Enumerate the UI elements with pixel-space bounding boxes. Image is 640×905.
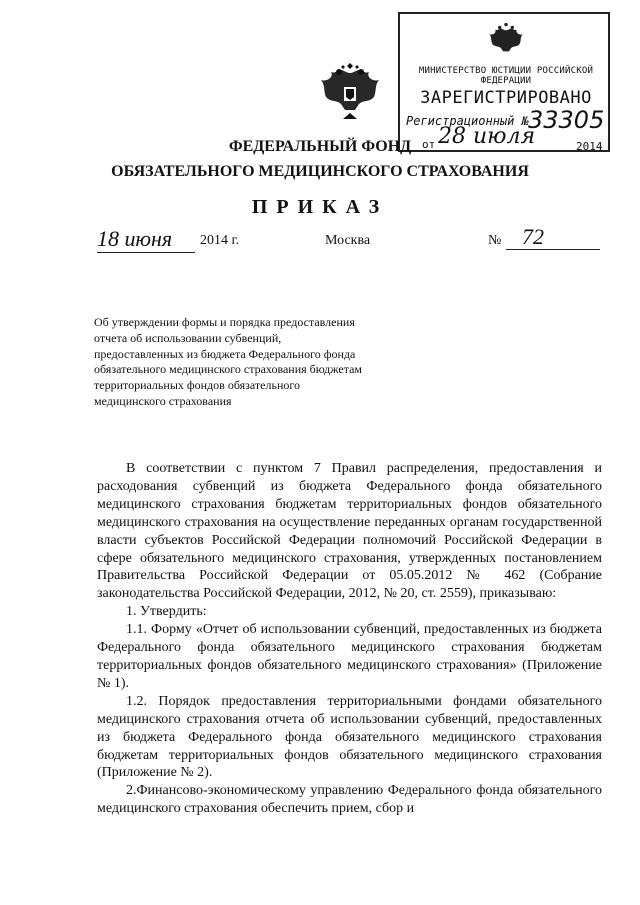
document-type: ПРИКАЗ (251, 196, 389, 218)
order-number-label: № (488, 233, 502, 248)
coat-of-arms-icon (315, 55, 385, 125)
stamp-reg-number: 33305 (528, 106, 605, 134)
paragraph-preamble: В соответствии с пунктом 7 Правил распределения, предоставления и расходования субвенций из бюджета Федерального фонда обязательного медицинского страхования бюджетам территориальных фондов обязательного медицинского страхования на осуществление переданных органам государственной власти субъектов Российской Федерации полномочий Российской Федерации в сфере обязательного медицинского страхования, утвержденных постановлением Правительства Российской Федерации от 05.05.2012 № 462 (Собрание законодательства Российской Федерации, 2012, № 20, ст. 2559), приказываю: (97, 461, 602, 602)
stamp-year: 2014 (576, 140, 603, 153)
order-number-handwritten: 72 (506, 224, 600, 250)
stamp-reg-label: Регистрационный № (406, 114, 529, 128)
order-body (97, 460, 602, 818)
paragraph-2: 2.Финансово-экономическому управлению Федерального фонда обязательного медицинского страхования обеспечить прием, сбор и (97, 783, 602, 817)
stamp-date-handwritten: 28 июля (438, 124, 536, 149)
paragraph-1-2: 1.2. Порядок предоставления территориальными фондами обязательного медицинского страхования отчета об использовании субвенций, предоставленных из бюджета Федерального фонда обязательного медицинского страхования бюджетам территориальных фондов обязательного медицинского страхования (Приложение № 2). (97, 693, 602, 781)
stamp-ministry: МИНИСТЕРСТВО ЮСТИЦИИ РОССИЙСКОЙ ФЕДЕРАЦИИ (418, 66, 594, 86)
order-city: Москва (325, 233, 371, 248)
stamp-date-prefix: от (422, 138, 436, 151)
stamp-registered: ЗАРЕГИСТРИРОВАНО (420, 88, 592, 108)
registration-stamp (398, 12, 610, 152)
org-title-line1: ФЕДЕРАЛЬНЫЙ ФОНД (228, 138, 412, 155)
org-title-line2: ОБЯЗАТЕЛЬНОГО МЕДИЦИНСКОГО СТРАХОВАНИЯ (111, 163, 529, 180)
order-year: 2014 г. (200, 233, 240, 248)
order-date-handwritten: 18 июня (97, 226, 195, 253)
order-subject: Об утверждении формы и порядка предоставления отчета об использовании субвенций, предоставленных из бюджета Федерального фонда обязательного медицинского страхования бюджетам территориальных фондов обязательного медицинского страхования (94, 315, 363, 408)
paragraph-approve: 1. Утвердить: (126, 604, 207, 620)
paragraph-1-1: 1.1. Форму «Отчет об использовании субвенций, предоставленных из бюджета Федерального фонда обязательного медицинского страхования бюджетам территориальных фондов обязательного медицинского страхования» (Приложение № 1). (97, 622, 602, 691)
stamp-coat-of-arms-icon (485, 20, 527, 60)
